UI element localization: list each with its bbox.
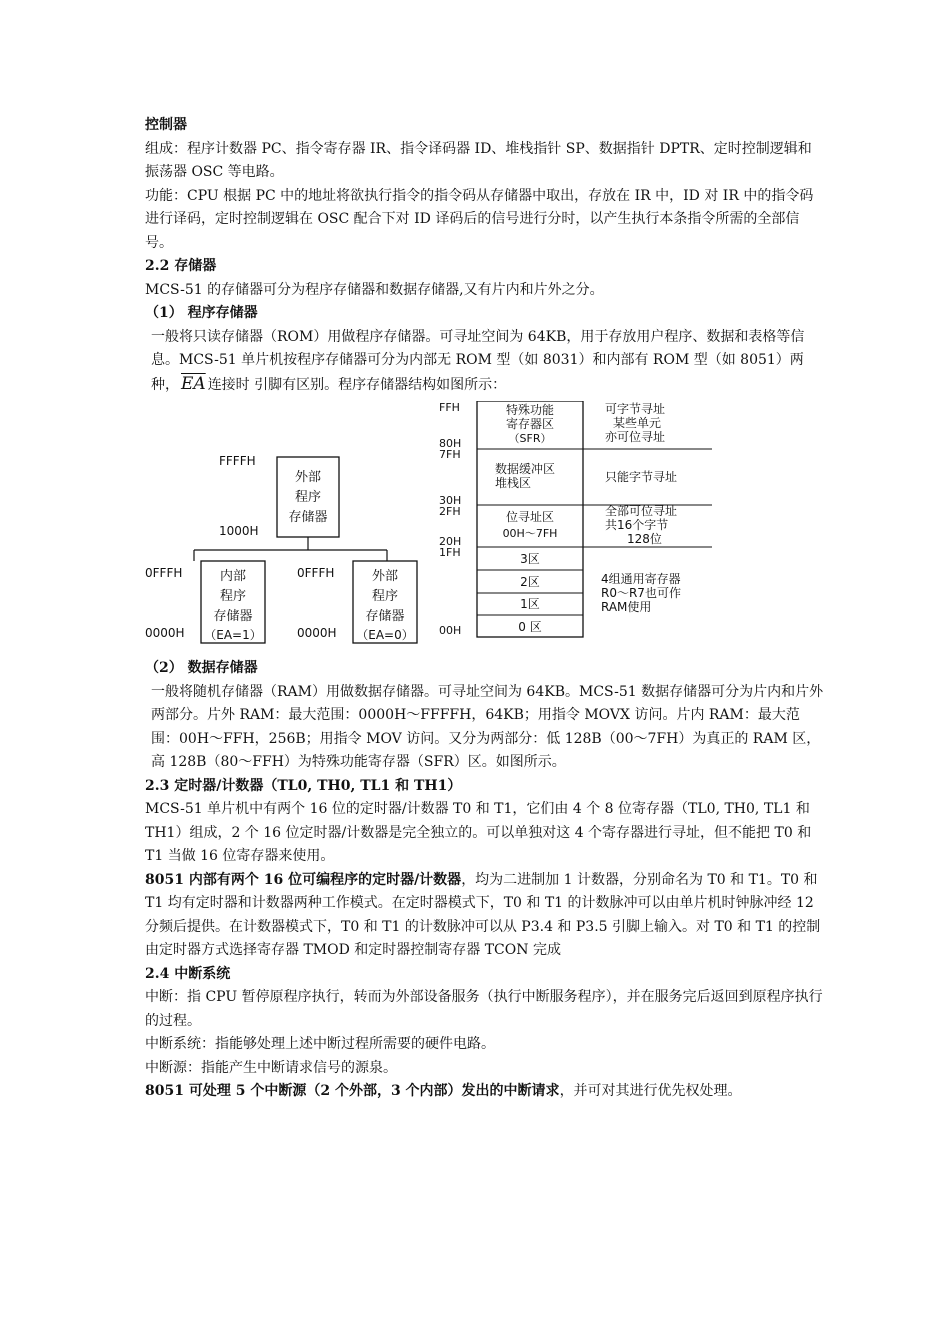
bit-area-line-2: 00H～7FH (502, 527, 558, 540)
controller-heading: 控制器 (145, 117, 187, 133)
timer-paragraph-2 (145, 869, 825, 963)
timer-paragraph-1: MCS-51 单片机中有两个 16 位的定时器/计数器 T0 和 T1，它们由 4 个 8 位寄存器（TL0, TH0, TL1 和 TH1）组成，2 个 16 位定时器/计数器是完全独立的。可以单独对这 4 个寄存器进行寻址，但不能把 T0 和 T1 当做 16 位寄存器来使用。 (145, 801, 812, 864)
memory-heading: 2.2 存储器 (145, 258, 217, 274)
bit-area-line-1: 位寻址区 (505, 510, 555, 524)
left-addr-high: 0FFFH (145, 566, 183, 580)
top-box-line-2: 程序 (294, 490, 322, 505)
left-box-line-2: 程序 (219, 589, 247, 604)
bank-1: 1区 (520, 597, 540, 611)
addr-ffh: FFH (439, 401, 460, 414)
ea-pin-symbol: $\overline{EA}$ (181, 373, 206, 394)
sfr-line-2: 寄存器区 (505, 417, 555, 431)
addr-80h: 80H (439, 437, 462, 450)
note-sfr-1: 可字节寻址 (605, 402, 666, 416)
controller-composition: 组成：程序计数器 PC、指令寄存器 IR、指令译码器 ID、堆栈指针 SP、数据指针 DPTR、定时控制逻辑和振荡器 OSC 等电路。 (145, 140, 812, 180)
top-box-line-1: 外部 (294, 470, 322, 485)
sfr-line-3: （SFR） (508, 432, 552, 445)
memory-structure-figure (145, 401, 825, 651)
timer-paragraph-2-bold: 8051 内部有两个 16 位可编程序的定时器/计数器 (145, 871, 462, 888)
right-addr-low: 0000H (297, 626, 337, 640)
sfr-line-1: 特殊功能 (505, 403, 555, 417)
memory-intro: MCS-51 的存储器可分为程序存储器和数据存储器,又有片内和片外之分。 (145, 281, 604, 298)
note-buffer: 只能字节寻址 (605, 470, 678, 484)
right-box-line-2: 程序 (371, 589, 399, 604)
bank-2: 2区 (520, 575, 540, 589)
top-addr-low: 1000H (219, 524, 259, 538)
internal-ram-diagram (439, 401, 712, 637)
right-box-line-1: 外部 (371, 569, 399, 584)
addr-2fh: 2FH (439, 505, 461, 518)
bank-3: 3区 (520, 552, 540, 566)
top-addr-high: FFFFH (219, 454, 256, 468)
buffer-line-1: 数据缓冲区 (495, 462, 556, 476)
memory-diagram (137, 401, 777, 651)
note-sfr-2: 某些单元 (613, 416, 662, 430)
timer-heading: 2.3 定时器/计数器（TL0, TH0, TL1 和 TH1） (145, 777, 462, 794)
program-memory-diagram (145, 454, 417, 643)
right-addr-high: 0FFFH (297, 566, 335, 580)
interrupt-paragraph-2: 中断系统：指能够处理上述中断过程所需要的硬件电路。 (145, 1036, 495, 1052)
right-box-line-4: （EA=0） (356, 628, 414, 642)
left-box-line-4: （EA=1） (204, 628, 262, 642)
bank-0: 0 区 (518, 620, 542, 634)
interrupt-paragraph-4-rest: ，并可对其进行优先权处理。 (559, 1083, 742, 1099)
note-bit-2: 共16个字节 (605, 518, 669, 532)
left-box-line-1: 内部 (219, 569, 247, 584)
note-bit-3: 128位 (627, 532, 662, 546)
addr-30h: 30H (439, 494, 462, 507)
addr-20h: 20H (439, 535, 462, 548)
addr-1fh: 1FH (439, 546, 461, 559)
controller-function: 功能：CPU 根据 PC 中的地址将欲执行指令的指令码从存储器中取出，存放在 IR 中，ID 对 IR 中的指令码进行译码，定时控制逻辑在 OSC 配合下对 ID 译码后的信号进行分时，以产生执行本条指令所需的全部信号。 (145, 187, 814, 251)
program-memory-text-b: 连接时 引脚有区别。程序存储器结构如图所示： (207, 376, 507, 393)
addr-00h: 00H (439, 624, 462, 637)
note-banks-1: 4组通用寄存器 (601, 572, 681, 586)
interrupt-heading: 2.4 中断系统 (145, 965, 231, 982)
note-sfr-3: 亦可位寻址 (605, 430, 666, 444)
note-banks-2: R0～R7也可作 (601, 586, 681, 600)
addr-7fh: 7FH (439, 448, 461, 461)
timer-paragraph-2-rest: ，均为二进制加 1 计数器，分别命名为 T0 和 T1。T0 和 T1 均有定时器和计数器两种工作模式。在定时器模式下，T0 和 T1 的计数脉冲可以由单片机时钟脉冲经 12 分频后提供。在计数器模式下，T0 和 T1 的计数脉冲可以从 P3.4 和 P3.5 引脚上输入。对 T0 和 T1 的控制由定时器方式选择寄存器 TMOD 和定时器控制寄存器 TCON 完成 (145, 871, 821, 958)
data-memory-text: 一般将随机存储器（RAM）用做数据存储器。可寻址空间为 64KB。MCS-51 数据存储器可分为片内和片外两部分。片外 RAM：最大范围：0000H～FFFFH，64KB；用指令 MOVX 访问。片内 RAM：最大范围：00H～FFH，256B；用指令 MOV 访问。又分为两部分：低 128B（00～7FH）为真正的 RAM 区，高 128B（80～FFH）为特殊功能寄存器（SFR）区。如图所示。 (151, 683, 824, 770)
right-box-line-3: 存储器 (365, 609, 405, 624)
interrupt-paragraph-4-bold: 8051 可处理 5 个中断源（2 个外部，3 个内部）发出的中断请求 (145, 1083, 560, 1099)
left-addr-low: 0000H (145, 626, 185, 640)
program-memory-heading: （1） 程序存储器 (145, 305, 258, 321)
top-box-line-3: 存储器 (288, 510, 328, 525)
note-bit-1: 全部可位寻址 (605, 504, 678, 518)
interrupt-paragraph-4 (145, 1080, 825, 1104)
program-memory-text-a: 一般将只读存储器（ROM）用做程序存储器。可寻址空间为 64KB，用于存放用户程序、数据和表格等信息。MCS-51 单片机按程序存储器可分为内部无 ROM 型（如 8031）和内部有 ROM 型（如 8051）两种， (151, 328, 805, 393)
content-column (145, 114, 825, 1104)
note-banks-3: RAM使用 (601, 600, 652, 614)
interrupt-paragraph-3: 中断源：指能产生中断请求信号的源泉。 (145, 1059, 397, 1076)
program-memory-text (145, 326, 825, 398)
left-box-line-3: 存储器 (213, 609, 253, 624)
data-memory-heading: （2） 数据存储器 (145, 660, 258, 676)
buffer-line-2: 堆栈区 (495, 476, 532, 490)
interrupt-paragraph-1: 中断：指 CPU 暂停原程序执行，转而为外部设备服务（执行中断服务程序），并在服务完后返回到原程序执行的过程。 (145, 989, 823, 1029)
